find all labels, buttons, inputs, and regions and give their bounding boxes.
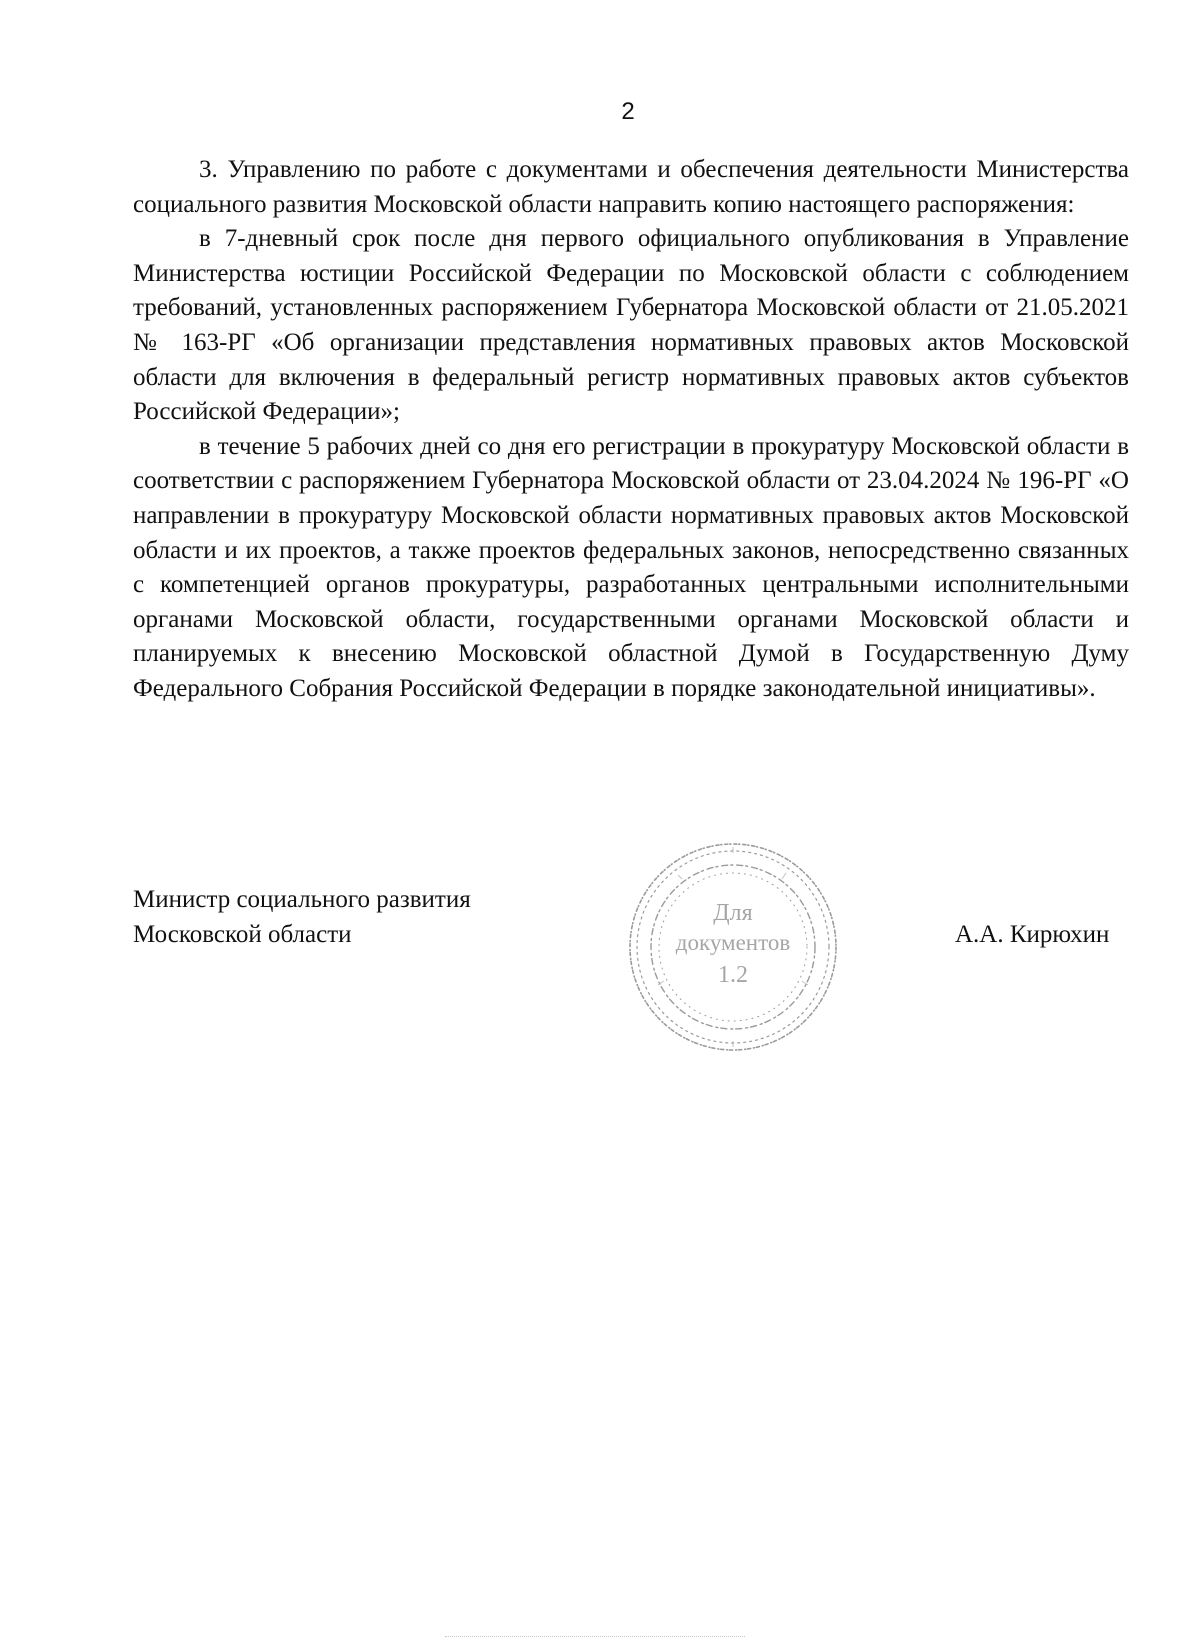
position-line-1: Министр социального развития bbox=[133, 886, 471, 913]
scan-edge-artifact bbox=[445, 1636, 745, 1638]
paragraph-prosecutor-office: в течение 5 рабочих дней со дня его регистрации в прокуратуру Московской области в соответствии с распоряжением Губернатора Московской области от 23.04.2024 № 196-РГ «О направлении в прокуратуру Московской области нормативных правовых актов Московской области и их проектов, а также проектов федеральных законов, непосредственно связанных с компетенцией органов прокуратуры, разработанных центральными исполнительными органами Московской области, государственными органами Московской области и планируемых к внесению Московской областной Думой в Государственную Думу Федерального Собрания Российской Федерации в порядке законодательной инициативы». bbox=[133, 432, 1129, 702]
official-seal bbox=[618, 835, 848, 1060]
signatory-position bbox=[133, 882, 471, 952]
seal-text-line-1: Для bbox=[713, 900, 753, 926]
paragraph-justice-ministry: в 7-дневный срок после дня первого официального опубликования в Управление Министерства юстиции Российской Федерации по Московской области с соблюдением требований, установленных распоряжением Губернатора Московской области от 21.05.2021 № 163-РГ «Об организации представления нормативных правовых актов Московской области для включения в федеральный регистр нормативных правовых актов субъектов Российской Федерации»; bbox=[133, 225, 1129, 426]
seal-text-line-2: документов bbox=[675, 930, 791, 955]
seal-text-line-3: 1.2 bbox=[718, 962, 748, 988]
signatory-name: А.А. Кирюхин bbox=[955, 921, 1110, 948]
paragraph-item-3: 3. Управлению по работе с документами и обеспечения деятельности Министерства социального развития Московской области направить копию настоящего распоряжения: bbox=[133, 156, 1129, 218]
page-number: 2 bbox=[621, 98, 635, 125]
position-line-2: Московской области bbox=[133, 921, 352, 948]
document-body bbox=[133, 153, 1129, 707]
